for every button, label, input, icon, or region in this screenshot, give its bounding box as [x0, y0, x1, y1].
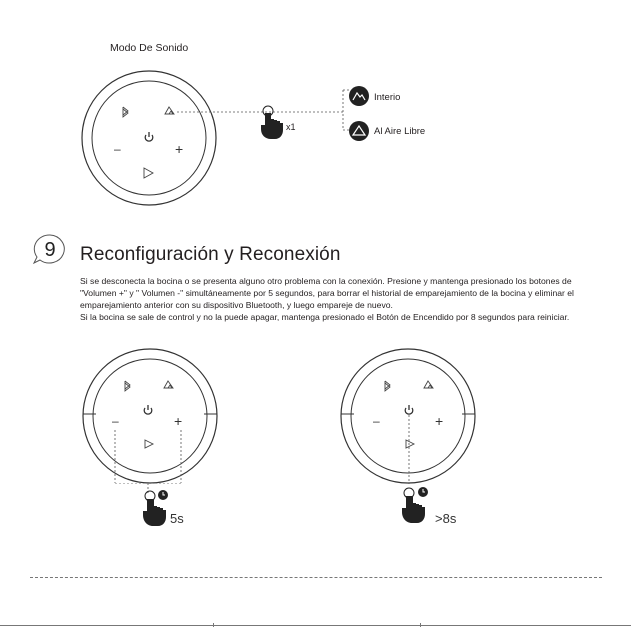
- mountain-icon: [348, 85, 370, 107]
- volume-down-button[interactable]: –: [373, 414, 380, 428]
- mode-label-outdoor: Al Aire Libre: [374, 126, 426, 137]
- volume-up-button[interactable]: +: [435, 413, 444, 429]
- mode-label-indoor: Interio: [374, 92, 401, 103]
- mountain-icon: [348, 120, 370, 142]
- step-number: 9: [44, 239, 56, 261]
- speaker-volume-reset: [82, 348, 218, 484]
- instructions-paragraph: Si la bocina se sale de control y no la puede apagar, mantenga presionado el Botón de Encendido por 8 segundos para reiniciar.: [80, 311, 570, 322]
- crop-mark: [420, 623, 421, 627]
- volume-down-button[interactable]: –: [112, 414, 119, 428]
- instructions-text: [80, 276, 600, 324]
- instructions-paragraph: Si se desconecta la bocina o se presenta alguno otro problema con la conexión. Presione y mantenga presionado los botones de "Volumen +" y " Volumen -" simultáneamente por 5 segundos, para borrar el historial de emparejamiento de la bocina y eliminar el emparejamiento anterior con su dispositivo Bluetooth, y luego empareje de nuevo.: [80, 276, 574, 310]
- pressing-hand-icon: [255, 105, 285, 141]
- hold-duration-volume: 5s: [170, 511, 184, 526]
- sound-mode-heading: Modo De Sonido: [110, 42, 189, 54]
- section-title: Reconfiguración y Reconexión: [80, 244, 341, 265]
- volume-down-button[interactable]: –: [114, 142, 121, 156]
- dashed-divider: [30, 577, 602, 578]
- hold-duration-power: >8s: [435, 511, 457, 526]
- speaker-power-reset: [340, 348, 476, 484]
- volume-up-button[interactable]: +: [174, 413, 183, 429]
- crop-mark: [213, 623, 214, 627]
- page-bottom-line: [0, 625, 631, 626]
- step-number-badge: [32, 233, 68, 265]
- pressing-hand-icon: [397, 484, 437, 528]
- press-count: x1: [286, 122, 296, 132]
- volume-up-button[interactable]: +: [175, 141, 184, 157]
- pressing-hand-icon: [138, 488, 172, 528]
